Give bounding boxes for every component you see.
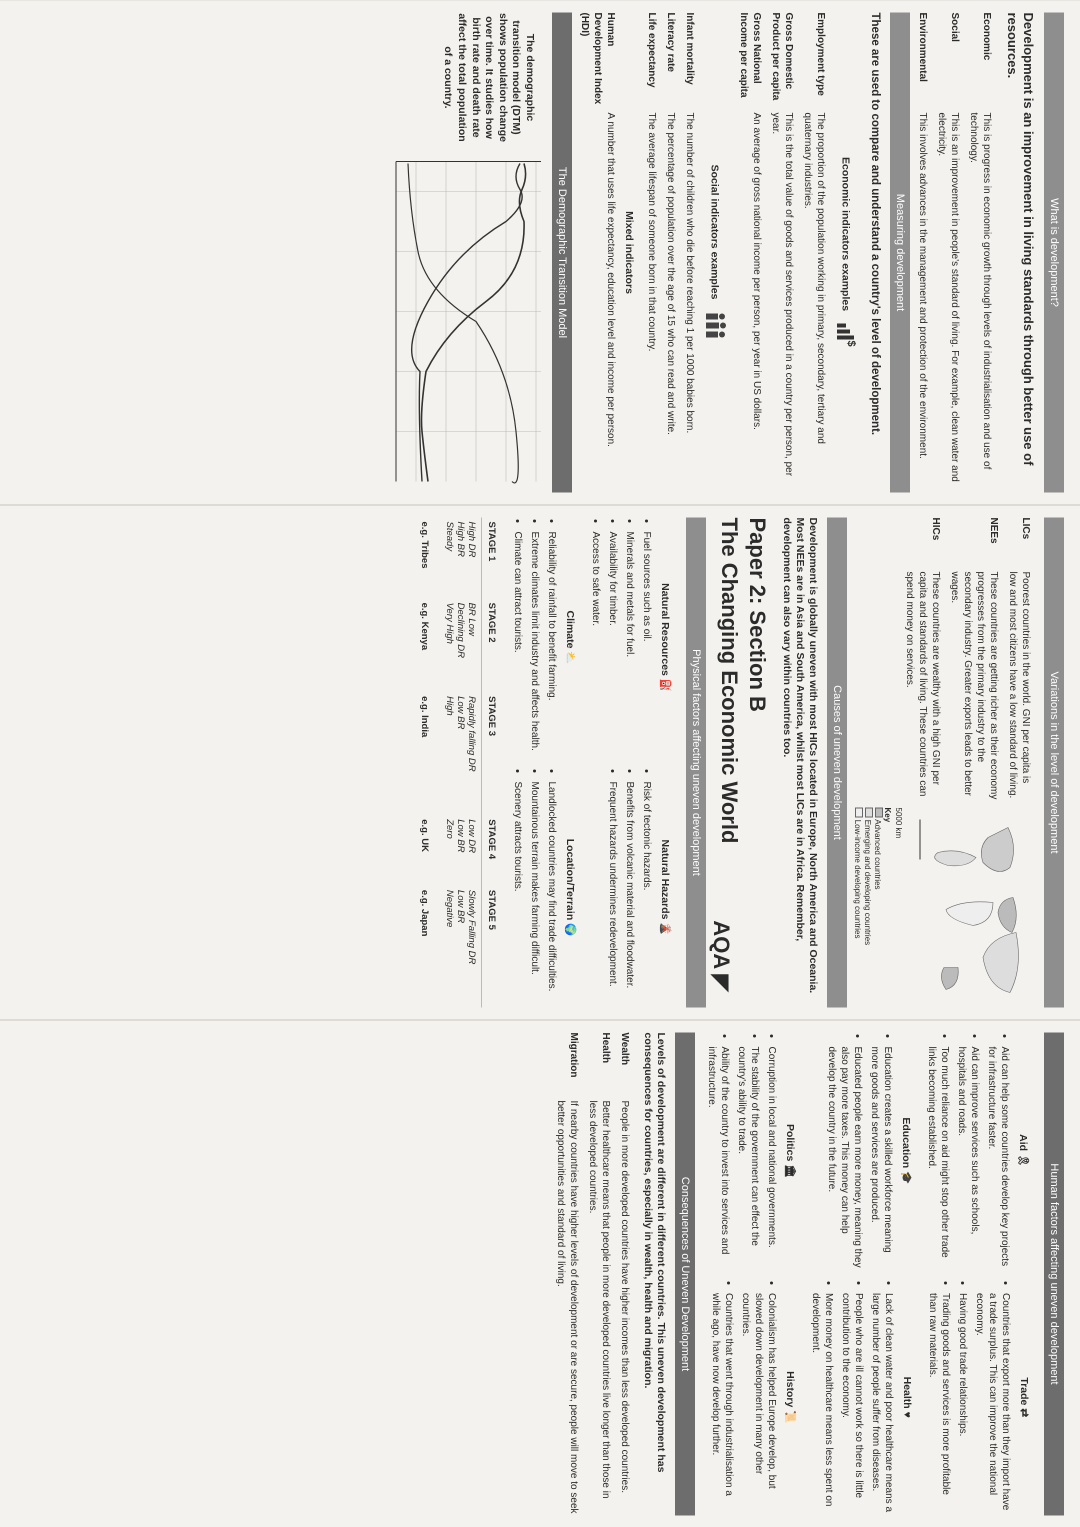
aqa-triangle-icon: ◤ (708, 967, 734, 991)
consequence-term: Health (599, 1032, 611, 1063)
map-key-item (863, 807, 873, 1007)
key-swatch (875, 807, 883, 817)
svg-text:$: $ (845, 340, 858, 347)
natural-resources-list (589, 517, 653, 757)
health-title (901, 1279, 913, 1516)
indicator-text: The number of children who die before reaching 1 per 1000 babies born. (684, 112, 696, 433)
stages-rates-row (440, 517, 482, 1007)
consequence-text: People in more developed countries have higher incomes than less developed countries. (618, 1100, 630, 1493)
variations-bar: Variations in the level of development (1044, 517, 1064, 1007)
map-key-title: Key (883, 807, 892, 822)
consequence-row (618, 1032, 631, 1515)
list-item: • Fuel sources such as oil. (640, 531, 653, 757)
social-indicators-label: Social indicators examples (708, 164, 721, 299)
health-label: Health (901, 1376, 913, 1409)
climate-title (564, 517, 577, 757)
economic-indicators-label: Economic indicators examples (839, 156, 852, 311)
consequence-term: Wealth (618, 1032, 630, 1065)
stage-example: e.g. Tribes (418, 521, 430, 568)
list-item: • Corruption in local and national governments. (765, 1046, 778, 1269)
list-item: • Ability of the country to invest into services and infrastructure. (705, 1046, 731, 1269)
politics-list (705, 1032, 778, 1269)
rate-line: Rapidly falling DR (465, 695, 477, 772)
list-item: • Frequent hazards undermines redevelopment. (606, 781, 619, 1007)
title-block (708, 517, 770, 1007)
location-list (511, 767, 558, 1007)
social-indicators-title (702, 12, 727, 492)
stage-header: STAGE 5 (481, 885, 501, 1007)
variation-term: HICs (930, 517, 941, 540)
graduation-cap-icon: 🎓 (900, 1170, 912, 1184)
list-item: • Availability for timber. (606, 531, 619, 757)
variation-term: LICs (1020, 517, 1031, 539)
economic-indicators-title (833, 12, 858, 492)
trade-block (921, 1279, 1038, 1516)
definition-row (917, 12, 930, 492)
dtm-section (386, 12, 546, 492)
list-item: • Colonialism has helped Europe develop, but slowed down development in many other countries. (739, 1293, 778, 1516)
variation-term: NEEs (988, 517, 999, 544)
oil-rig-icon: ⛽ (658, 678, 671, 692)
list-item: • Mountainous terrain makes farming difficult. (528, 781, 541, 1007)
key-swatch (855, 807, 863, 817)
death-rate-line (412, 163, 522, 481)
stage-header: STAGE 1 (481, 517, 501, 598)
definition-term: Social (949, 12, 961, 42)
social-indicator-row (683, 12, 696, 492)
list-item: • Access to safe water. (589, 531, 602, 757)
natural-hazards-label: Natural Hazards (658, 839, 671, 919)
consequences-lead: Levels of development are different in different countries. This uneven development has consequences for countries, especially in wealth, health and migration. (641, 1032, 667, 1472)
total-population-line (408, 163, 518, 482)
health-block (805, 1279, 921, 1516)
list-item: • Landlocked countries may find trade difficulties. (545, 781, 558, 1007)
indicator-text: A number that uses life expectancy, education level and income per person. (605, 112, 617, 447)
definition-term: Economic (981, 12, 993, 60)
rate-line: Low BR (454, 818, 466, 852)
stage-rates (440, 692, 482, 815)
location-label: Location/Terrain (563, 838, 576, 920)
what-is-development-bar: What is development? (1044, 12, 1064, 492)
list-item: • Lack of clean water and poor healthcare means a large number of people suffer from diseases. (869, 1293, 895, 1516)
variation-row (903, 517, 942, 799)
location-title (564, 767, 577, 1007)
rate-line: BR Low (465, 602, 477, 636)
column-variations (0, 505, 1080, 1020)
indicator-text: The average lifespan of someone born in that country. (646, 112, 658, 351)
dtm-stages-table (415, 517, 501, 1007)
stage-rates (440, 885, 482, 1007)
exchange-arrows-icon: ⇄ (1018, 1407, 1030, 1417)
definition-list (917, 12, 994, 492)
world-map-graphic (908, 807, 1038, 1007)
list-item: • Educated people earn more money, meaning they also pay more taxes. This money can help develop the country in the future. (825, 1046, 864, 1269)
stage-example: e.g. India (418, 695, 430, 737)
history-label: History (784, 1370, 796, 1407)
list-item: • Aid can help some countries develop key projects for infrastructure faster. (985, 1046, 1011, 1269)
list-item: • Benefits from volcanic material and floodwater. (623, 781, 636, 1007)
dtm-description: The demographic transition model (DTM) shows population change over time. It studies how birth rate and death rate affect the total population of a country. (442, 12, 537, 142)
list-item: • Minerals and metals for fuel. (623, 531, 636, 757)
stage-header: STAGE 3 (481, 692, 501, 815)
list-item: • Too much reliance on aid might stop other trade links becoming established. (925, 1046, 951, 1269)
stage-example: e.g. UK (418, 818, 430, 852)
natural-hazards-list (606, 767, 653, 1007)
economic-indicator-row (801, 12, 827, 492)
stage-rates (440, 517, 482, 598)
rate-line: Zero (443, 818, 455, 839)
indicator-text: An average of gross national income per person, per year in US dollars. (751, 112, 763, 430)
politics-history-section (701, 1032, 805, 1515)
stages-header-row (481, 517, 501, 1007)
rate-line: Declining DR (454, 602, 466, 658)
dtm-bar: The Demographic Transition Model (552, 12, 572, 492)
measuring-lead: These are used to compare and understand a country's level of development. (869, 12, 882, 435)
rate-line: Negative (443, 889, 455, 927)
heartbeat-icon: ♥ (901, 1411, 913, 1418)
list-item: • Countries that went through industrialisation a while ago, have now develop further. (709, 1293, 735, 1516)
aqa-label: AQA (708, 919, 734, 968)
rate-line: High BR (454, 521, 466, 557)
indicator-term: Life expectancy (646, 12, 658, 88)
scroll-icon: 📜 (784, 1409, 796, 1423)
location-block (507, 767, 585, 1007)
definition-row (968, 12, 994, 492)
trade-label: Trade (1018, 1376, 1030, 1405)
health-list (809, 1279, 895, 1516)
mixed-indicators-title: Mixed indicators (623, 210, 636, 294)
politics-label: Politics (784, 1123, 796, 1161)
trade-list (926, 1279, 1012, 1516)
list-item: • People who are ill cannot work so there is little contribution to the economy. (839, 1293, 865, 1516)
column-development (0, 0, 1080, 505)
education-block (805, 1032, 921, 1269)
map-key-label: Emerging and developing countries (863, 819, 872, 945)
rate-line: Slowly Falling DR (465, 889, 477, 964)
education-title (900, 1032, 913, 1269)
variation-text: Poorest countries in the world. GNI per capita is low and most citizens have a low standard of living. (1007, 571, 1031, 798)
aid-label: Aid (1017, 1133, 1029, 1151)
natural-resources-label: Natural Resources (658, 582, 671, 676)
variations-list (853, 517, 1038, 799)
map-key-item (853, 807, 863, 1007)
education-list (825, 1032, 894, 1269)
ribbon-icon: 🎗 (1017, 1153, 1029, 1167)
variation-text: These countries are getting richer as their economy progresses from the primary industry to the secondary industry. Greater exports leads to better wages. (949, 571, 999, 799)
variation-text: These countries are wealthy with a high GNI per capita and standards of living. These countries can spend money on services. (904, 571, 941, 796)
economic-indicator-row (769, 12, 795, 492)
key-swatch (865, 807, 873, 817)
definition-term: Environmental (917, 12, 929, 82)
stages-example-row (415, 517, 440, 1007)
indicator-term: Literacy rate (665, 12, 677, 72)
list-item: • Having good trade relationships. (956, 1293, 969, 1516)
list-item: • Extreme climates limit industry and affects health. (528, 531, 541, 757)
climate-list (511, 517, 558, 757)
consequences-list (554, 1032, 631, 1515)
social-indicator-row (664, 12, 677, 492)
measuring-development-bar: Measuring development (891, 12, 911, 492)
rate-line: Steady (443, 521, 455, 551)
stage-header: STAGE 4 (481, 815, 501, 886)
causes-text: Development is globally uneven with most HICs located in Europe, North America and Oceania. Most NEEs are in Asia and South America, whilst most LICs are in Africa. Remember, development can also vary within countries too. (780, 517, 819, 993)
volcano-icon: 🌋 (658, 921, 671, 935)
list-item: • Risk of tectonic hazards. (640, 781, 653, 1007)
government-building-icon: 🏛 (784, 1163, 796, 1178)
social-indicator-row (645, 12, 658, 492)
consequence-row (554, 1032, 580, 1515)
trade-title (1018, 1279, 1030, 1516)
map-scale: 5000 km (894, 807, 903, 838)
map-key (853, 807, 892, 1007)
map-key-label: Advanced countries (873, 818, 882, 890)
consequence-row (586, 1032, 612, 1515)
rate-line: Low BR (454, 889, 466, 923)
list-item: • Aid can improve services such as schools, hospitals and roads. (955, 1046, 981, 1269)
sun-cloud-icon: ⛅ (563, 650, 576, 664)
list-item: • Reliability of rainfall to benefit farming. (545, 531, 558, 757)
natural-resources-title (659, 517, 672, 757)
indicator-term: Employment type (815, 12, 827, 96)
aid-trade-section (921, 1032, 1038, 1515)
mixed-indicator-row (578, 12, 617, 492)
economic-indicator-row (737, 12, 763, 492)
stage-example: e.g. Kenya (418, 602, 430, 650)
rate-line: High DR (465, 521, 477, 557)
consequence-text: Better healthcare means that people in more developed countries live longer than those in less developed countries. (586, 1100, 611, 1499)
human-factors-bar: Human factors affecting uneven development (1044, 1032, 1064, 1515)
climate-block (507, 517, 585, 757)
world-development-map (853, 807, 1038, 1007)
globe-icon: 🌍 (563, 922, 576, 936)
natural-hazards-title (659, 767, 672, 1007)
causes-bar: Causes of uneven development (827, 517, 847, 1007)
indicator-text: The percentage of population over the age of 15 who can read and write. (665, 112, 677, 435)
history-title (784, 1279, 797, 1516)
birth-rate-line (422, 163, 526, 481)
indicator-term: Gross Domestic Product per capita (770, 12, 795, 100)
education-health-section (805, 1032, 921, 1515)
variation-row (1006, 517, 1032, 799)
politics-title (784, 1032, 797, 1269)
definition-row (936, 12, 962, 492)
stage-rates (440, 598, 482, 692)
list-item: • Countries that export more than they import have a trade surplus. This can improve the national economy. (973, 1293, 1012, 1516)
indicator-text: The proportion of the population working in primary, secondary, tertiary and quaternary industries. (802, 112, 827, 444)
definition-text: This is an improvement in people's standard of living. For example, clean water and electricity. (936, 112, 961, 482)
natural-resources-block (585, 517, 680, 757)
map-key-item (873, 807, 883, 1007)
consequence-term: Migration (567, 1032, 579, 1077)
list-item: • Scenery attracts tourists. (511, 781, 524, 1007)
development-definition: Development is an improvement in living standards through better use of resources. (1004, 12, 1036, 465)
rate-line: Low BR (454, 695, 466, 729)
politics-block (701, 1032, 805, 1269)
natural-hazards-block (585, 767, 680, 1007)
aid-list (925, 1032, 1011, 1269)
bar-chart-dollar-icon (833, 321, 858, 347)
variations-section (853, 517, 1038, 1007)
physical-factors-bar: Physical factors affecting uneven development (686, 517, 706, 1007)
aid-block (921, 1032, 1038, 1269)
list-item: • Climate can attract tourists. (511, 531, 524, 757)
education-label: Education (900, 1116, 912, 1168)
stage-example: e.g. Japan (418, 889, 430, 936)
list-item: • Trading goods and services is more profitable than raw materials. (926, 1293, 952, 1516)
rate-line: High (443, 695, 455, 716)
people-group-icon (702, 310, 727, 340)
list-item: • Education creates a skilled workforce meaning more goods and services are produced. (868, 1046, 894, 1269)
consequences-bar: Consequences of Uneven Development (675, 1032, 695, 1515)
climate-label: Climate (563, 610, 576, 648)
history-list (709, 1279, 778, 1516)
definition-text: This is progress in economic growth through levels of industrialisation and use of technology. (968, 112, 993, 469)
indicator-term: Human Development Index (HDI) (579, 12, 617, 104)
topic-title: The Changing Economic World (716, 517, 742, 843)
aid-title (1017, 1032, 1030, 1269)
stage-header: STAGE 2 (481, 598, 501, 692)
physical-factors-top (585, 517, 680, 1007)
map-key-label: Low-income developing countries (853, 819, 862, 938)
rate-line: Low DR (465, 818, 477, 853)
stage-rates (440, 815, 482, 886)
aqa-logo (708, 920, 734, 991)
physical-factors-bottom (507, 517, 585, 1007)
paper-title: Paper 2: Section B (744, 517, 770, 712)
definition-text: This involves advances in the management and protection of the environment. (917, 112, 929, 459)
history-block (701, 1279, 805, 1516)
rate-line: Very High (443, 602, 455, 644)
column-human-factors (0, 1020, 1080, 1527)
indicator-term: Gross National Income per capita (738, 12, 763, 98)
list-item: • More money on healthcare means less spent on development. (809, 1293, 835, 1516)
consequence-text: If nearby countries have higher levels of development or are secure, people will move to seek better opportunities and standard of living. (554, 1100, 579, 1514)
indicator-text: This is the total value of goods and services produced in a country per person, per year. (770, 112, 795, 476)
indicator-term: Infant mortality (684, 12, 696, 85)
list-item: • The stability of the government can effect the country's ability to trade. (735, 1046, 761, 1269)
variation-row (948, 517, 1000, 799)
dtm-graph (386, 150, 546, 492)
